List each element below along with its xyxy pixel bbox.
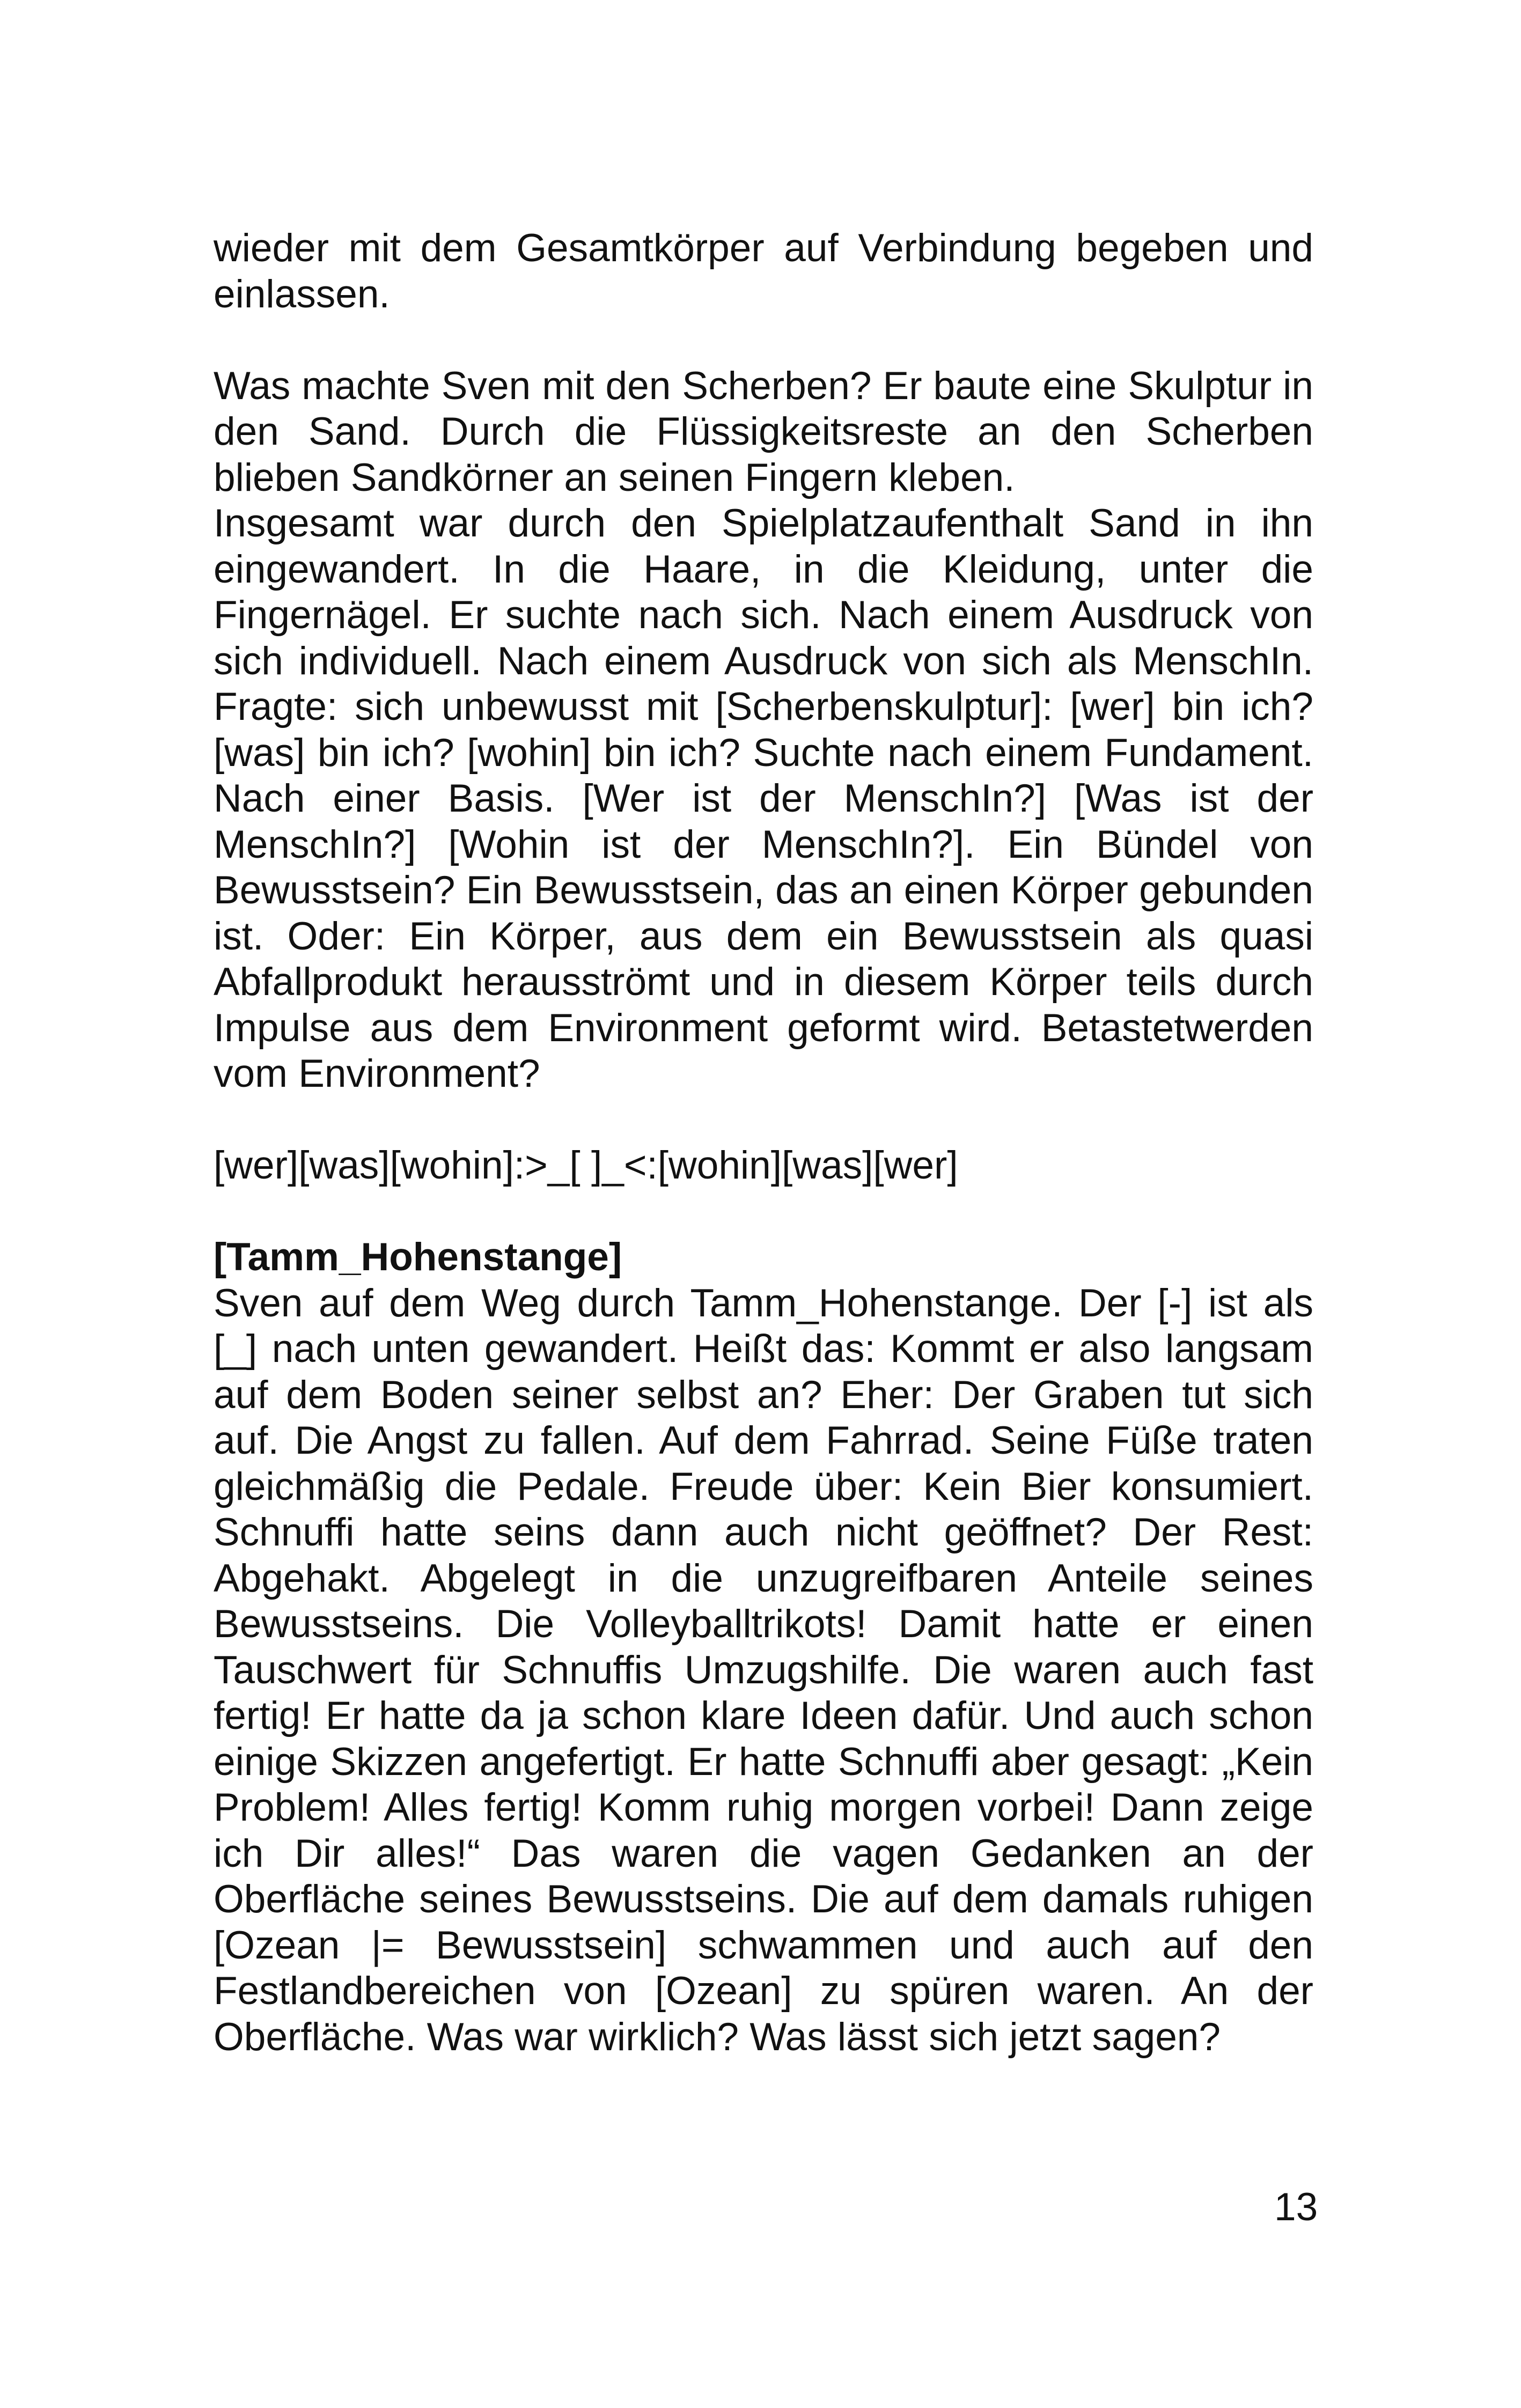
section-heading: [Tamm_Hohenstange]: [214, 1235, 622, 1279]
paragraph-scherben: Was machte Sven mit den Scherben? Er baute eine Skulptur in den Sand. Durch die Flüssigkeitsreste an den Scherben blieben Sandkörner an seinen Fingern kleben.: [214, 364, 1313, 499]
paragraph-continuation: wieder mit dem Gesamtkörper auf Verbindung begeben und einlassen.: [214, 226, 1313, 316]
formula-line: [wer][was][wohin]:>_[ ]_<:[wohin][was][wer]: [214, 1144, 958, 1187]
paragraph-gap: [214, 317, 1313, 363]
paragraph-gap: [214, 1097, 1313, 1143]
page-number: 13: [1274, 2185, 1318, 2229]
paragraph-gap: [214, 1189, 1313, 1235]
body-text: [214, 225, 1313, 2060]
paragraph-tamm-hohenstange: Sven auf dem Weg durch Tamm_Hohenstange. Der [-] ist als [_] nach unten gewandert. Heißt das: Kommt er also langsam auf dem Boden seiner selbst an? Eher: Der Graben tut sich auf. Die Angst zu fallen. Auf dem Fahrrad. Seine Füße traten gleichmäßig die Pedale. Freude über: Kein Bier konsumiert. Schnuffi hatte seins dann auch nicht geöffnet? Der Rest: Abgehakt. Abgelegt in die unzugreifbaren Anteile seines Bewusstseins. Die Volleyballtrikots! Damit hatte er einen Tauschwert für Schnuffis Umzugshilfe. Die waren auch fast fertig! Er hatte da ja schon klare Ideen dafür. Und auch schon einige Skizzen angefertigt. Er hatte Schnuffi aber gesagt: „Kein Problem! Alles fertig! Komm ruhig morgen vorbei! Dann zeige ich Dir alles!“ Das waren die vagen Gedanken an der Oberfläche seines Bewusstseins. Die auf dem damals ruhigen [Ozean |= Bewusstsein] schwammen und auch auf den Festlandbereichen von [Ozean] zu spüren waren. An der Oberfläche. Was war wirklich? Was lässt sich jetzt sagen?: [214, 1281, 1313, 2059]
paragraph-spielplatz: Insgesamt war durch den Spielplatzaufenthalt Sand in ihn eingewandert. In die Haare, in die Kleidung, unter die Fingernägel. Er suchte nach sich. Nach einem Ausdruck von sich individuell. Nach einem Ausdruck von sich als MenschIn. Fragte: sich unbewusst mit [Scherbenskulptur]: [wer] bin ich? [was] bin ich? [wohin] bin ich? Suchte nach einem Fundament. Nach einer Basis. [Wer ist der MenschIn?] [Was ist der MenschIn?] [Wohin ist der MenschIn?]. Ein Bündel von Bewusstsein? Ein Bewusstsein, das an einen Körper gebunden ist. Oder: Ein Körper, aus dem ein Bewusstsein als quasi Abfallprodukt herausströmt und in diesem Körper teils durch Impulse aus dem Environment geformt wird. Betastetwerden vom Environment?: [214, 502, 1313, 1095]
